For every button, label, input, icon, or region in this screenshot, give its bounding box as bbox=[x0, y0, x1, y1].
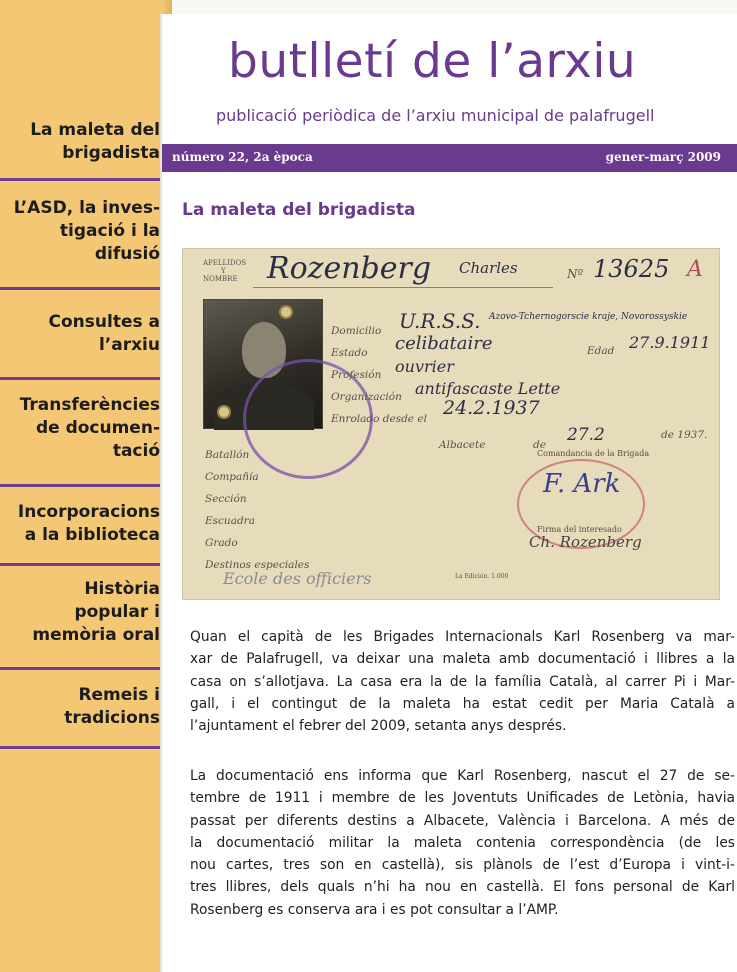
doc-number-label: Nº bbox=[567, 267, 584, 281]
doc-domicilio-value: U.R.S.S. bbox=[399, 309, 481, 333]
doc-apellidos-label: APELLIDOS bbox=[203, 259, 247, 267]
text-line: l’ajuntament el febrer del 2009, setanta anys després. bbox=[190, 718, 567, 735]
doc-seccion-label: Sección bbox=[205, 493, 247, 505]
sidebar-item-historia-popular-memoria-oral[interactable] bbox=[0, 578, 160, 647]
sidebar-item-label: L’ASD, la inves- bbox=[13, 198, 160, 218]
sidebar-divider bbox=[0, 178, 160, 181]
article-paragraph bbox=[190, 765, 735, 921]
doc-domicilio-label: Domicilio bbox=[331, 325, 382, 337]
sidebar-item-label: La maleta del bbox=[30, 120, 160, 140]
doc-organizacion-value: antifascaste Lette bbox=[415, 379, 561, 398]
doc-printer-mark: La Edición. 1.000 bbox=[455, 573, 509, 580]
doc-organizacion-label: Organización bbox=[331, 391, 402, 403]
masthead-subtitle: publicació periòdica de l’arxiu municipal de palafrugell bbox=[216, 106, 655, 125]
sidebar-divider bbox=[0, 563, 160, 566]
doc-enrolado-value: 24.2.1937 bbox=[443, 397, 540, 419]
sidebar-item-la-maleta-del-brigadista[interactable] bbox=[0, 119, 160, 165]
sidebar-item-label: a la biblioteca bbox=[24, 525, 160, 545]
sidebar-item-remeis-i-tradicions[interactable] bbox=[0, 684, 160, 730]
article-paragraph bbox=[190, 626, 735, 737]
sidebar-divider bbox=[0, 287, 160, 290]
text-line: Rosenberg es conserva ara i es pot consultar a l’AMP. bbox=[190, 901, 559, 918]
sidebar-item-label: brigadista bbox=[62, 143, 160, 163]
sidebar-item-transferencies-de-documentacio[interactable] bbox=[0, 394, 160, 463]
sidebar-item-label: tradicions bbox=[64, 708, 160, 728]
sidebar-item-label: Transferències bbox=[19, 395, 160, 415]
sidebar-item-label: Remeis i bbox=[78, 685, 160, 705]
sidebar-divider bbox=[0, 484, 160, 487]
doc-profesion-label: Profesión bbox=[331, 369, 382, 381]
doc-first-name: Charles bbox=[459, 259, 518, 277]
article-title: La maleta del brigadista bbox=[182, 200, 416, 220]
masthead-title: butlletí de l’arxiu bbox=[228, 34, 637, 89]
doc-de-label: de bbox=[533, 439, 546, 451]
issue-bar bbox=[162, 144, 737, 172]
text-line: La documentació ens informa que Karl Rosenberg, nascut el 27 de se- bbox=[190, 768, 735, 784]
doc-compania-label: Compañía bbox=[205, 471, 259, 483]
eyelet-icon bbox=[279, 305, 293, 319]
doc-destinos-label: Destinos especiales bbox=[205, 559, 310, 571]
sidebar bbox=[0, 0, 172, 972]
doc-edad-label: Edad bbox=[587, 345, 615, 357]
doc-albacete-label: Albacete bbox=[439, 439, 486, 451]
eyelet-icon bbox=[217, 405, 231, 419]
doc-surname: Rozenberg bbox=[267, 251, 432, 286]
text-line: gall, i el contingut de la maleta ha estat cedit per Maria Català a bbox=[190, 695, 735, 712]
doc-number: 13625 bbox=[593, 255, 670, 283]
sidebar-item-asd-investigacio-difusio[interactable] bbox=[0, 197, 160, 266]
text-line: tembre de 1911 i membre de les Joventuts Unificades de Letònia, havia bbox=[190, 790, 735, 807]
sidebar-item-label: memòria oral bbox=[32, 625, 160, 645]
doc-comandancia-label: Comandancia de la Brigada bbox=[537, 449, 650, 458]
text-line: passat per diferents destins a Albacete, València i Barcelona. A més de bbox=[190, 812, 735, 829]
sidebar-item-label: tigació i la bbox=[59, 221, 160, 241]
text-line: casa on s’allotjava. La casa era la de la família Català, al carrer Pi i Mar- bbox=[190, 673, 735, 690]
sidebar-item-label: l’arxiu bbox=[98, 335, 160, 355]
doc-batallon-label: Batallón bbox=[205, 449, 250, 461]
sidebar-item-label: Incorporacions bbox=[17, 502, 160, 522]
doc-rule bbox=[253, 287, 553, 288]
text-line: xar de Palafrugell, va deixar una maleta amb documentació i llibres a la bbox=[190, 651, 735, 668]
identity-card-image bbox=[182, 248, 720, 600]
doc-y-label: Y bbox=[221, 267, 226, 275]
sidebar-item-label: difusió bbox=[94, 244, 160, 264]
sidebar-item-label: Història bbox=[84, 579, 160, 599]
doc-estado-label: Estado bbox=[331, 347, 368, 359]
sidebar-item-consultes-a-l-arxiu[interactable] bbox=[0, 311, 160, 357]
doc-edad-value: 27.9.1911 bbox=[629, 333, 711, 352]
text-line: tres llibres, dels quals n’hi ha nou en castellà. El fons personal de Karl bbox=[190, 879, 735, 896]
doc-grado-label: Grado bbox=[205, 537, 238, 549]
issue-number: número 22, 2a època bbox=[172, 150, 313, 164]
doc-escuadra-label: Escuadra bbox=[205, 515, 255, 527]
doc-estado-value: celibataire bbox=[395, 333, 493, 354]
doc-destinos-value: Ecole des officiers bbox=[223, 569, 372, 588]
doc-commander-signature: F. Ark bbox=[543, 469, 621, 499]
doc-number-suffix: A bbox=[687, 257, 703, 282]
sidebar-item-label: de documen- bbox=[35, 418, 160, 438]
sidebar-divider bbox=[0, 746, 160, 749]
doc-firma-label: Firma del interesado bbox=[537, 525, 622, 534]
sidebar-item-label: popular i bbox=[74, 602, 160, 622]
sidebar-item-incorporacions-a-la-biblioteca[interactable] bbox=[0, 501, 160, 547]
doc-holder-signature: Ch. Rozenberg bbox=[529, 533, 642, 551]
doc-domicilio-extra: Azovo-Tchernogorscie kraje, Novorossyskie bbox=[489, 312, 688, 322]
text-line: la documentació militar la maleta contenia correspondència (de les bbox=[190, 834, 735, 851]
text-line: nou cartes, tres son en castellà), sis plànols de l’est d’Europa i vint-i- bbox=[190, 857, 735, 874]
doc-enrolado-label: Enrolado desde el bbox=[331, 413, 427, 425]
text-line: Quan el capità de les Brigades Internacionals Karl Rosenberg va mar- bbox=[190, 629, 735, 645]
sidebar-divider bbox=[0, 667, 160, 670]
doc-nombre-label: NOMBRE bbox=[203, 275, 238, 283]
sidebar-item-label: tació bbox=[112, 441, 160, 461]
sidebar-divider bbox=[0, 377, 160, 380]
doc-profesion-value: ouvrier bbox=[395, 357, 454, 376]
doc-year-label: de 1937. bbox=[661, 429, 708, 441]
doc-albacete-day: 27.2 bbox=[567, 425, 605, 445]
issue-date: gener-març 2009 bbox=[605, 150, 721, 164]
main-panel bbox=[160, 14, 737, 972]
sidebar-item-label: Consultes a bbox=[48, 312, 160, 332]
